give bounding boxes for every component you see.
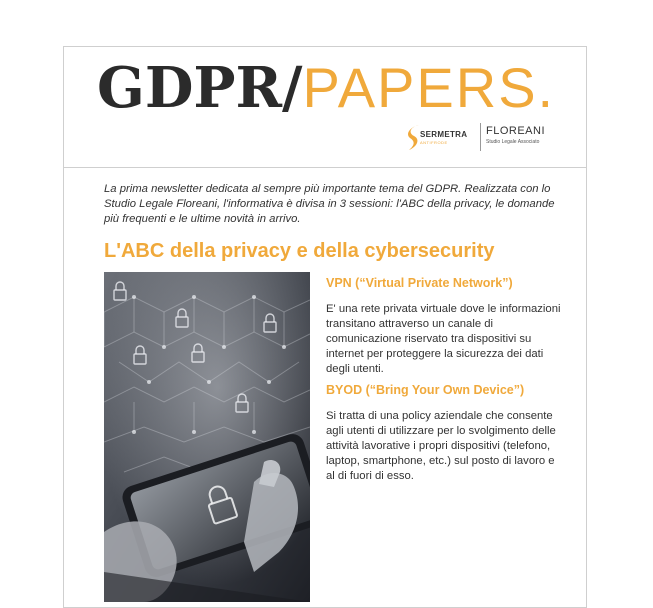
brand-divider (480, 123, 481, 151)
newsletter-card (63, 46, 587, 608)
sermetra-logo (406, 123, 476, 153)
entry-description: Si tratta di una policy aziendale che consente agli utenti di utilizzare per lo svolgimento delle attività lavorative i propri dispositivi (telefono, laptop, smartphone, etc.) sul posto di lavoro e al di fuori di esso. (326, 410, 556, 482)
entry-term: BYOD (“Bring Your Own Device”) (326, 383, 525, 397)
photo-illustration (104, 272, 310, 602)
smartphone-padlock-photo (104, 272, 310, 602)
logo-light-text: PAPERS. (302, 56, 556, 119)
sermetra-tagline: ANTIFRODE (420, 140, 448, 145)
sermetra-name: SERMETRA (420, 130, 468, 139)
floreani-tagline: Studio Legale Associato (486, 139, 540, 145)
entry-vpn (326, 276, 566, 290)
section-title: L'ABC della privacy e della cybersecurity (104, 240, 495, 262)
partner-logos (404, 121, 574, 155)
gdpr-papers-logo (97, 55, 555, 121)
logo-bold-text: GDPR/ (97, 55, 303, 121)
entry-byod (326, 383, 566, 397)
entry-description: E' una rete privata virtuale dove le informazioni transitano attraverso un canale di comunicazione riservato tra dispositivi su internet per proteggere la sicurezza dei dati degli utenti. (326, 303, 561, 375)
entry-term: VPN (“Virtual Private Network”) (326, 276, 513, 290)
newsletter-header (64, 47, 586, 168)
intro-paragraph: La prima newsletter dedicata al sempre più importante tema del GDPR. Realizzata con lo Studio Legale Floreani, l'informativa è divisa in 3 sessioni: l'ABC della privacy, le domande più frequenti e le ultime novità in arrivo. (104, 183, 555, 225)
floreani-name: FLOREANI (486, 125, 546, 137)
